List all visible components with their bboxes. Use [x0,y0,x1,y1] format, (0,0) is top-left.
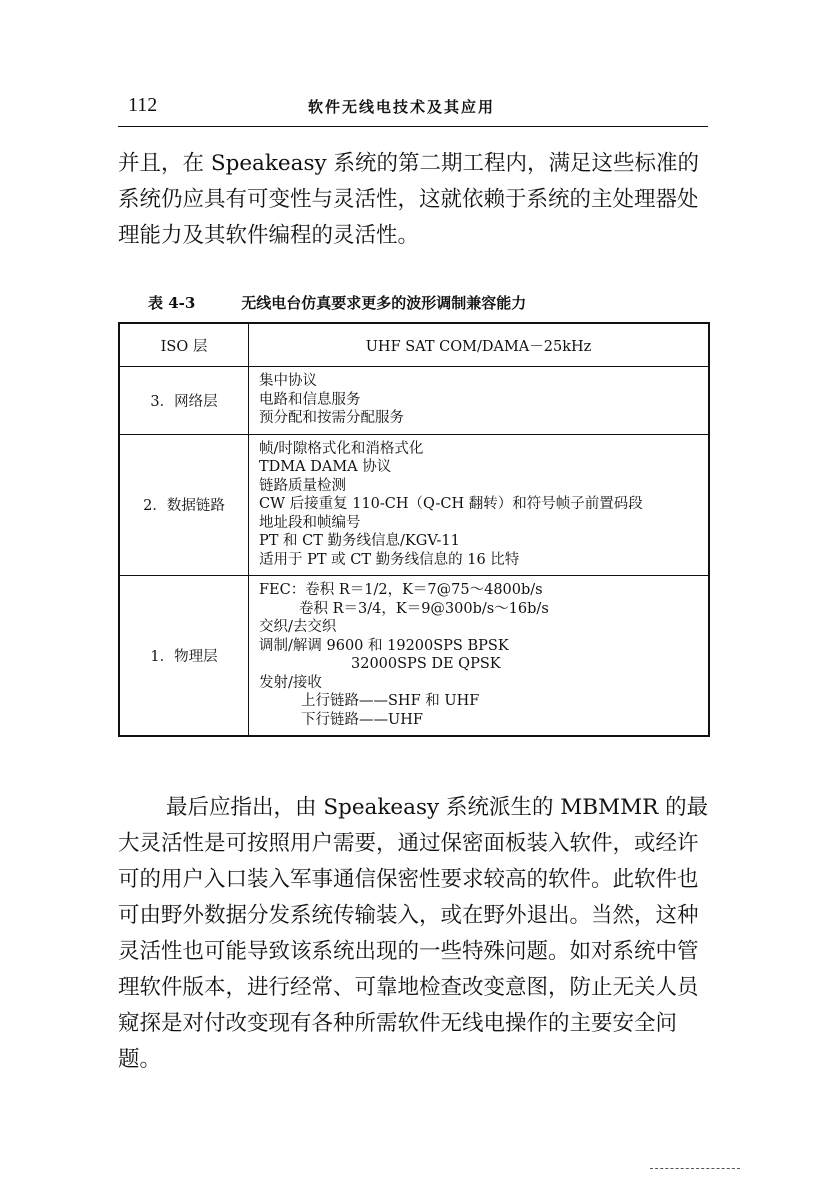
iso-layer-table [118,322,710,737]
layer-cell-data-link: 2．数据链路 [119,434,249,576]
table-caption [148,292,708,313]
table-caption-title: 无线电台仿真要求更多的波形调制兼容能力 [241,294,527,312]
content-line: PT 和 CT 勤务线信息/KGV-11 [259,533,460,549]
page-number: 112 [128,94,158,116]
table-caption-number: 表 4-3 [148,294,196,312]
layer-cell-physical: 1．物理层 [119,576,249,737]
content-line: 32000SPS DE QPSK [351,656,501,672]
footer-rule [650,1168,740,1169]
content-line: 地址段和帧编号 [259,514,361,531]
content-line: 适用于 PT 或 CT 勤务线信息的 16 比特 [259,551,520,568]
content-cell-network [249,367,710,435]
layer-cell-network: 3．网络层 [119,367,249,435]
table-row [119,434,709,576]
header-uhf-satcom: UHF SAT COM/DAMA－25kHz [249,323,710,367]
table-row [119,576,709,737]
content-line: 集中协议 [259,373,317,389]
content-line: 卷积 R＝3/4，K＝9@300b/s～16b/s [299,600,549,617]
table-header-row [119,323,709,367]
content-line: 上行链路——SHF 和 UHF [301,693,480,709]
content-line: CW 后接重复 110-CH（Q-CH 翻转）和符号帧子前置码段 [259,496,643,512]
content-line: 电路和信息服务 [259,391,361,408]
content-line: 交织/去交织 [259,619,337,635]
content-line: 预分配和按需分配服务 [259,410,404,426]
content-cell-physical [249,576,710,737]
content-line: 帧/时隙格式化和消格式化 [259,440,424,457]
content-line: FEC：卷积 R＝1/2，K＝7@75～4800b/s [259,582,543,598]
content-line: 链路质量检测 [259,477,346,494]
content-line: 发射/接收 [259,674,322,691]
content-line: 下行链路——UHF [301,711,423,728]
content-cell-data-link [249,434,710,576]
header-iso-layer: ISO 层 [119,323,249,367]
content-line: TDMA DAMA 协议 [259,459,392,475]
page-header [118,88,708,127]
body-paragraph-1: 并且，在 Speakeasy 系统的第二期工程内，满足这些标准的系统仍应具有可变性与灵活性，这就依赖于系统的主处理器处理能力及其软件编程的灵活性。 [118,151,699,248]
running-title: 软件无线电技术及其应用 [308,98,496,116]
content-line: 调制/解调 9600 和 19200SPS BPSK [259,637,509,654]
table-row [119,367,709,435]
body-paragraph-2: 最后应指出，由 Speakeasy 系统派生的 MBMMR 的最大灵活性是可按照用户需要，通过保密面板装入软件，或经许可的用户入口装入军事通信保密性要求较高的软件。此软件也可由野外数据分发系统传输装入，或在野外退出。当然，这种灵活性也可能导致该系统出现的一些特殊问题。如对系统中管理软件版本，进行经常、可靠地检查改变意图，防止无关人员窥探是对付改变现有各种所需软件无线电操作的主要安全问题。 [118,795,709,1072]
